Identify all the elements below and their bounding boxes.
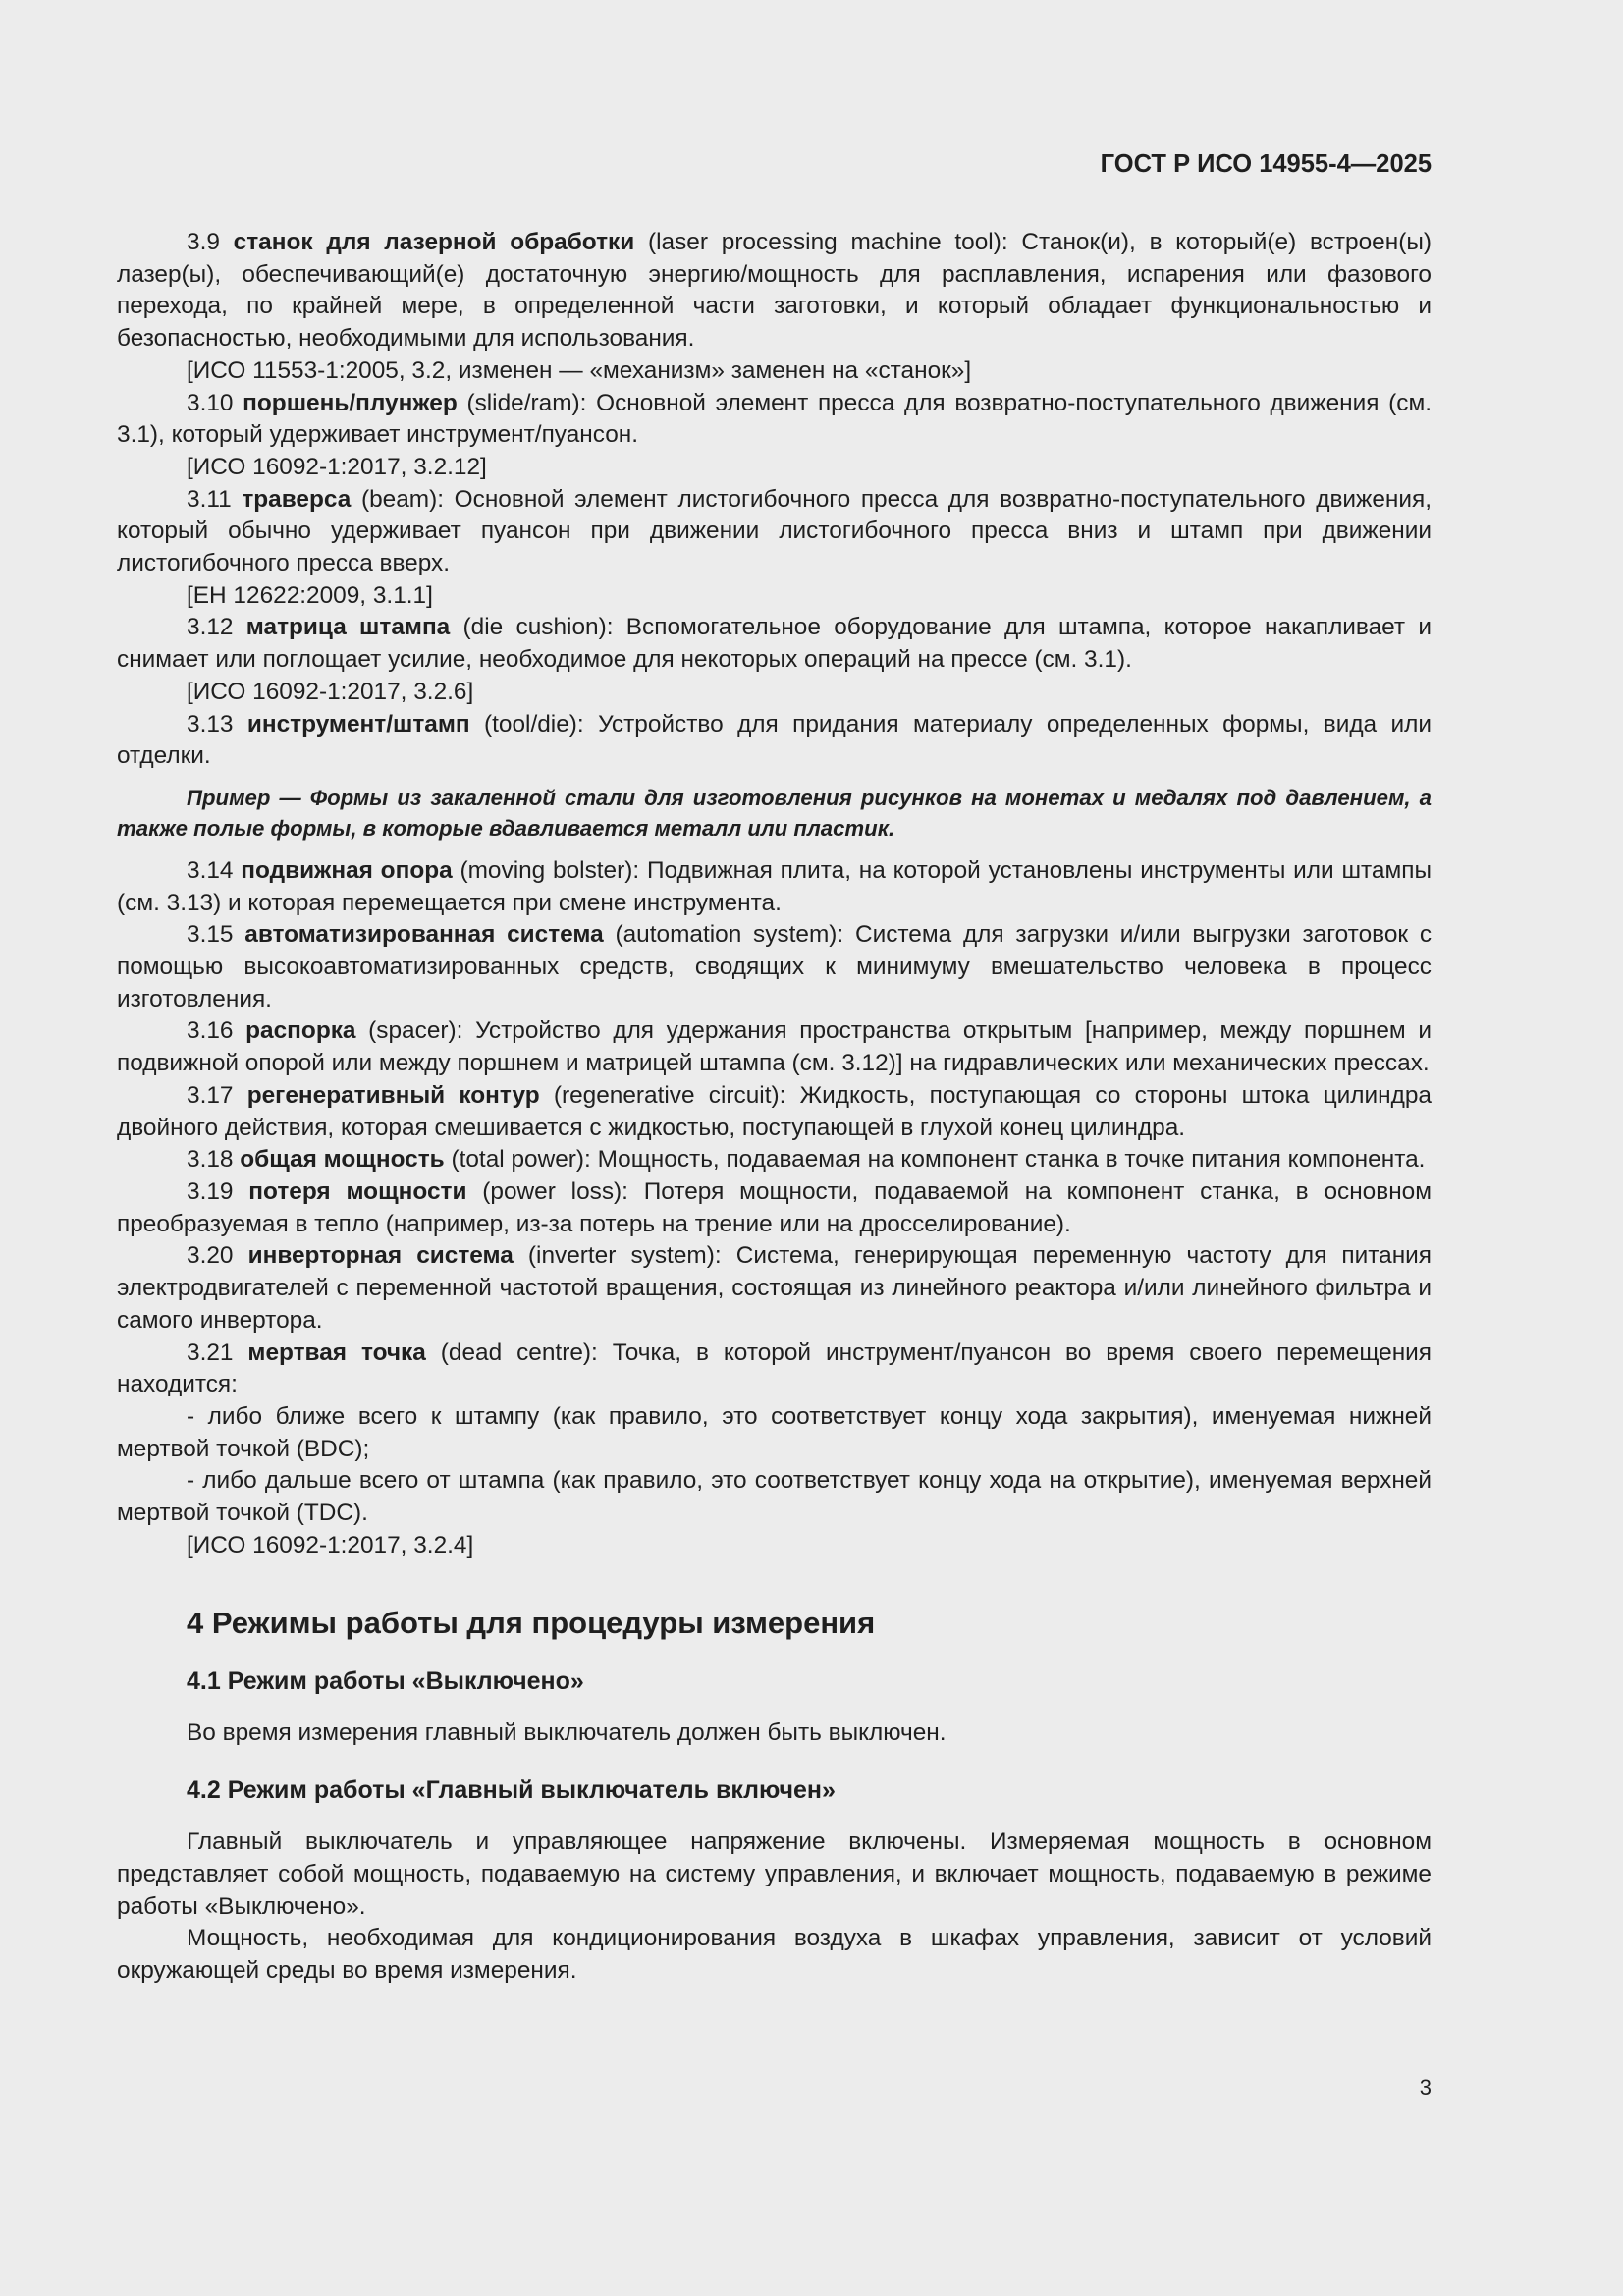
- source-3-21: [ИСО 16092-1:2017, 3.2.4]: [187, 1531, 474, 1558]
- example-3-13: Пример — Формы из закаленной стали для изготовления рисунков на монетах и медалях под давлением, а также полые формы, в которые вдавливается металл или пластик.: [117, 785, 1432, 841]
- term: регенеративный контур: [246, 1081, 540, 1109]
- definition-text: (automation system): Система для загрузки и/или выгрузки заготовок с помощью высокоавтоматизированных средств, сводящих к минимуму вмешательство человека в процесс изготовления.: [117, 921, 1433, 1012]
- term: станок для лазерной обработки: [233, 229, 635, 255]
- section-4-2-heading: 4.2 Режим работы «Главный выключатель включен»: [187, 1777, 836, 1805]
- source-3-12: [ИСО 16092-1:2017, 3.2.6]: [187, 678, 474, 705]
- page-number: 3: [1419, 2075, 1432, 2100]
- term: инструмент/штамп: [246, 710, 470, 738]
- definition-3-19: [117, 1176, 1432, 1240]
- clause-number: 3.15: [187, 921, 245, 949]
- clause-number: 3.21: [187, 1339, 248, 1366]
- definition-3-10: [117, 388, 1432, 452]
- clause-number: 3.16: [187, 1017, 246, 1045]
- document-body: [117, 227, 1432, 1988]
- clause-number: 3.18: [187, 1146, 241, 1174]
- source-3-10: [ИСО 16092-1:2017, 3.2.12]: [187, 453, 487, 480]
- section-4-2-paragraph-2: Мощность, необходимая для кондиционирования воздуха в шкафах управления, зависит от условий окружающей среды во время измерения.: [117, 1925, 1432, 1984]
- source-3-9: [ИСО 11553-1:2005, 3.2, изменен — «механизм» заменен на «станок»]: [187, 356, 972, 384]
- definition-3-15: [117, 919, 1432, 1015]
- definition-text: (inverter system): Система, генерирующая переменную частоту для питания электродвигателей с переменной частотой вращения, состоящая из линейного реактора и/или линейного фильтра и самого инвертора.: [117, 1242, 1433, 1334]
- definition-3-20: [117, 1240, 1432, 1337]
- clause-number: 3.9: [187, 229, 234, 255]
- clause-number: 3.17: [187, 1081, 247, 1109]
- definition-3-14: [117, 855, 1432, 919]
- section-4-1-heading: 4.1 Режим работы «Выключено»: [187, 1667, 584, 1696]
- section-4-2-paragraph-1: Главный выключатель и управляющее напряжение включены. Измеряемая мощность в основном представляет собой мощность, подаваемую на систему управления, и включает мощность, подаваемую в режиме работы «Выключено».: [117, 1829, 1432, 1920]
- definition-text: (moving bolster): Подвижная плита, на которой установлены инструменты или штампы (см. 3.13) и которая перемещается при смене инструмента.: [117, 856, 1433, 916]
- definition-text: (die cushion): Вспомогательное оборудование для штампа, которое накапливает и снимает или поглощает усилие, необходимое для некоторых операций на прессе (см. 3.1).: [117, 614, 1433, 674]
- definition-3-16: [117, 1015, 1432, 1079]
- definition-3-11: [117, 484, 1432, 580]
- term: общая мощность: [240, 1146, 445, 1174]
- definition-text: (regenerative circuit): Жидкость, поступающая со стороны штока цилиндра двойного действия, которая смешивается с жидкостью, поступающей в глухой конец цилиндра.: [117, 1081, 1432, 1141]
- document-header: ГОСТ Р ИСО 14955-4—2025: [1100, 150, 1432, 178]
- definition-text: (beam): Основной элемент листогибочного пресса для возвратно-поступательного движения, который обычно удерживает пуансон при движении листогибочного пресса вниз и штамп при движении листогибочного пресса вверх.: [117, 485, 1432, 577]
- list-item-bdc: - либо ближе всего к штампу (как правило, это соответствует концу хода закрытия), именуемая нижней мертвой точкой (BDC);: [117, 1402, 1432, 1462]
- clause-number: 3.19: [187, 1177, 249, 1205]
- definition-text: (tool/die): Устройство для придания материалу определенных формы, вида или отделки.: [117, 710, 1433, 770]
- clause-number: 3.14: [187, 856, 242, 884]
- term: траверса: [242, 485, 352, 513]
- term: мертвая точка: [247, 1339, 426, 1366]
- section-4-heading: 4 Режимы работы для процедуры измерения: [187, 1606, 876, 1641]
- term: распорка: [245, 1017, 356, 1045]
- clause-number: 3.13: [187, 710, 247, 738]
- clause-number: 3.11: [187, 485, 243, 513]
- term: инверторная система: [247, 1242, 514, 1270]
- definition-text: (slide/ram): Основной элемент пресса для возвратно-поступательного движения (см. 3.1), который удерживает инструмент/пуансон.: [117, 389, 1433, 449]
- definition-text: (total power): Мощность, подаваемая на компонент станка в точке питания компонента.: [444, 1146, 1426, 1174]
- term: поршень/плунжер: [243, 389, 458, 416]
- term: подвижная опора: [241, 856, 453, 884]
- definition-3-17: [117, 1080, 1432, 1144]
- clause-number: 3.12: [187, 614, 246, 641]
- term: матрица штампа: [245, 614, 451, 641]
- section-4-1-paragraph: Во время измерения главный выключатель должен быть выключен.: [187, 1720, 947, 1747]
- definition-3-12: [117, 612, 1432, 676]
- definition-3-9: [117, 227, 1432, 355]
- clause-number: 3.10: [187, 389, 243, 416]
- definition-text: (dead centre): Точка, в которой инструмент/пуансон во время своего перемещения находится:: [117, 1339, 1432, 1398]
- definition-text: (laser processing machine tool): Станок(и), в который(е) встроен(ы) лазер(ы), обеспечивающий(е) достаточную энергию/мощность для расплавления, испарения или фазового перехода, по крайней мере, в определенной части заготовки, и который обладает функциональностью и безопасностью, необходимыми для использования.: [117, 229, 1432, 353]
- term: потеря мощности: [248, 1177, 467, 1205]
- definition-3-13: [117, 709, 1432, 773]
- list-item-tdc: - либо дальше всего от штампа (как правило, это соответствует концу хода на открытие), именуемая верхней мертвой точкой (TDC).: [117, 1467, 1432, 1527]
- term: автоматизированная система: [244, 921, 604, 949]
- definition-text: (power loss): Потеря мощности, подаваемой на компонент станка, в основном преобразуемая в тепло (например, из-за потерь на трение или на дросселирование).: [117, 1177, 1432, 1237]
- clause-number: 3.20: [187, 1242, 248, 1270]
- definition-text: (spacer): Устройство для удержания пространства открытым [например, между поршнем и подвижной опорой или между поршнем и матрицей штампа (см. 3.12)] на гидравлических или механических прессах.: [117, 1017, 1432, 1077]
- definition-3-18: [117, 1144, 1432, 1176]
- source-3-11: [ЕН 12622:2009, 3.1.1]: [187, 581, 433, 609]
- definition-3-21: [117, 1338, 1432, 1401]
